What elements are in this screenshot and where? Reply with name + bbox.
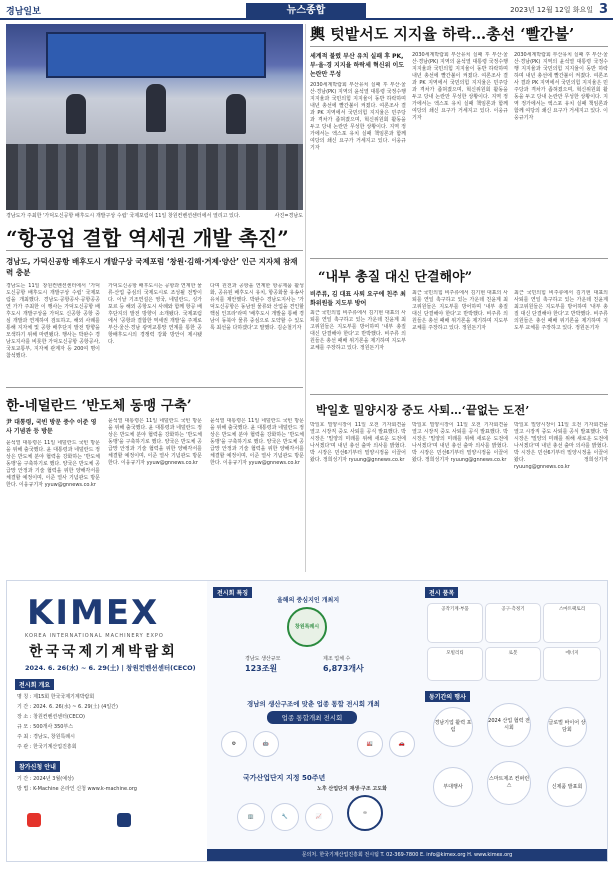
sector-item: [427, 603, 483, 643]
article4-column: 윤석열 대통령은 11일 네덜란드 국빈 방문을 위해 출국했다. 윤 대통령과 네덜란드 정상은 반도체 분야 협력을 강화하는 '반도체 동맹'을 구축하기로 했다. 양국은 반도체 공급망 안정과 기술 협력을 위한 양해각서를 체결할 예정이며, 이준 열사 기념관도 방문한다. 이웅규기자 yyuw@gnnews.co.kr: [108, 418, 202, 466]
growth-icon: 📈: [305, 803, 333, 831]
sector-label: 모빌리티: [446, 651, 464, 656]
article2-title: 輿 텃밭서도 지지율 하락…총선 ‘빨간불’: [310, 24, 608, 47]
article2-subtitle: 세계적 불렸 부산 유치 실패 후 PK, 부·울·경 지지율 하락세 혁신위 이도 논란만 무성: [310, 53, 405, 78]
event-label: 부대행사: [443, 783, 463, 790]
industrial-complex-icon: 🏢: [237, 803, 265, 831]
sector-label: 로봇: [508, 651, 518, 656]
event-label: 경남기업 활력 포럼: [434, 720, 472, 733]
divider: [310, 258, 608, 259]
article5-title: 박일호 밀양시장 중도 사퇴…‘끝없는 도전’: [316, 403, 530, 417]
highlight-top: 올해의 중심지인 개최지: [277, 597, 340, 604]
divider: [310, 394, 608, 395]
photo-caption: [6, 212, 303, 219]
article5-column: 박일호 밀양시장이 11일 오전 기자회견을 열고 시장직 중도 사퇴를 공식 발표했다. 박 시장은 '밀양의 미래를 위해 새로운 도전에 나서겠다'며 내년 총선 출마 의사를 밝혔다. 박 시장은 민선6기부터 밀양시정을 이끌어왔다. 정희성기자 ryuung@gnnews.co.kr: [412, 422, 508, 463]
article1-column: 경남도는 11일 창원컨벤션센터에서 '가덕도신공항 배후도시 개발구상 수립' 국제포럼을 개최했다. 경남도·공항공사·공항공공연 가가 주최한 이 행사는 가덕도신공항 배후도시 개발구상을 가덕도 신공항 공항 중심 개발과 연계하여 검토하고, 해외 사례를 통해 지자체 및 공항 배후단지 발전 방향을 모색하기 위해 마련됐다. 행사는 박완수 경남도지사를 비롯한 가덕도신공항 공항공사, 국토교통부, 지자체 관계자 등 200여 명이 참석했다.: [6, 283, 100, 359]
photo-credit: 사진=경남도: [274, 213, 303, 219]
overview-row: 주 최 : 경남도, 창원특례시: [17, 734, 75, 740]
event-item: [487, 703, 531, 747]
section-label: 뉴스종합: [246, 3, 366, 18]
event-label: 신제품 발표회: [551, 783, 583, 790]
kimex-dates: 2024. 6. 26(水) ~ 6. 29(土) | 창원컨벤션센터(CECO): [25, 664, 196, 672]
apply-title: 참가신청 안내: [15, 761, 60, 772]
article4-subtitle: 尹 대통령, 국빈 방문 중수 이준 영사 기념관 등 방문: [6, 419, 97, 435]
audience-rows: [6, 144, 303, 210]
event-label: 스마트제조 컨퍼런스: [488, 776, 530, 789]
column-divider: [305, 24, 306, 572]
city-name: 창원특례시: [294, 623, 320, 630]
sectors-title: 전시 품목: [425, 587, 458, 598]
overview-title: 전시회 개요: [15, 679, 54, 690]
robot-icon: 🤖: [253, 731, 279, 757]
sector-item: [485, 647, 541, 681]
event-label: 2024 산업 협력 전시회: [488, 718, 530, 731]
article2-column: 2030세계박람회 부산유치 실패 후 부산·울산·경남(PK) 지역의 윤석열 대통령 국정수행 지지율과 국민의힘 지지율이 동반 하락하며 내년 총선에 빨간불이 켜졌다. 여론조사 결과 PK 지역에서 국민의힘 지지율은 민주당과 격차가 좁혀졌으며, 혁신위원회 활동을 두고 당내 논란만 무성한 상황이다. 지역 정가에서는 엑스포 유치 실패 책임론과 함께 여당의 쇄신 요구가 거세지고 있다. 이웅규기자: [412, 52, 508, 121]
article1-column: 다며 원전과 공항을 연계한 항공제품 활성화, 공유된 배후도시 유치, 항공화물 유송사 유치를 제안했다. 박완수 경남도지사는 '가덕도신공항은 동남권 물류와 산업을 견인할 핵심 인프라'라며 '배후도시 개발을 통해 경남이 동북아 물류 중심으로 도약할 수 있도록 최선을 다하겠다'고 말했다. 김순철기자: [210, 283, 304, 331]
sector-item: [485, 603, 541, 643]
article2: [310, 24, 608, 47]
infinity-icon: ∞: [347, 795, 383, 831]
history-title: 국가산업단지 지정 50주년: [243, 774, 326, 782]
stat2-label: 제조 업체 수: [323, 656, 351, 662]
speaker-figure: [146, 84, 166, 132]
highlight-title: 전시회 특징: [213, 587, 252, 598]
overview-row: 기 간 : 2024. 6. 26(水) ~ 6. 29(土) (4일간): [17, 704, 118, 710]
stat1-value: 123조원: [245, 664, 278, 673]
industry-icon: 🔧: [271, 803, 299, 831]
history-subtitle: 노후 산업단지 재생·구조 고도화: [317, 786, 387, 792]
organizer-logo-icon: [27, 813, 41, 827]
kimex-english-name: KOREA INTERNATIONAL MACHINERY EXPO: [25, 633, 164, 639]
overview-row: 명 칭 : 제15회 한국국제기계박람회: [17, 694, 95, 700]
ad-footer: 문의처. 한국기계산업진흥회 전시팀 T. 02-369-7800 E. info@kimex.org H. www.kimex.org: [207, 849, 607, 861]
changwon-emblem-icon: [287, 607, 327, 647]
event-item: [487, 761, 531, 805]
attendee-figure: [66, 94, 86, 134]
apply-row: 기 간 : 2024년 3월(예상): [17, 776, 74, 782]
sector-item: [543, 603, 601, 643]
factory-icon: 🏭: [357, 731, 383, 757]
sector-item: [543, 647, 601, 681]
sector-label: 에너지: [565, 651, 579, 656]
apply-row: 방 법 : K-Machine 온라인 신청 www.k-machine.org: [17, 786, 137, 792]
article3-column: 최근 국민의힘 비주류에서 김기현 대표의 사퇴를 연일 촉구하고 있는 가운데 친윤계 최고위원들은 지도부를 방어하며 '내부 총질 대신 단결해야 한다'고 반박했다. 비주류 의원들은 총선 패배 위기론을 제기하며 지도부 교체를 주장하고 있다. 정원돈기자: [514, 290, 608, 331]
kimex-korean-name: 한국국제기계박람회: [29, 644, 178, 660]
article2-column: 2030세계박람회 부산유치 실패 후 부산·울산·경남(PK) 지역의 윤석열 대통령 국정수행 지지율과 국민의힘 지지율이 동반 하락하며 내년 총선에 빨간불이 켜졌다. 여론조사 결과 PK 지역에서 국민의힘 지지율은 민주당과 격차가 좁혀졌으며, 혁신위원회 활동을 두고 당내 논란만 무성한 상황이다. 지역 정가에서는 엑스포 유치 실패 책임론과 함께 여당의 쇄신 요구가 거세지고 있다. 이웅규기자: [310, 82, 406, 151]
event-item: [433, 707, 473, 747]
mid-headline: 경남의 생산구조에 맞춘 업종 통합 전시회 개최: [247, 700, 380, 708]
mid-headline-2: 업종 통합개최 전시회: [267, 711, 357, 724]
article4-column: 윤석열 대통령은 11일 네덜란드 국빈 방문을 위해 출국했다. 윤 대통령과 네덜란드 정상은 반도체 분야 협력을 강화하는 '반도체 동맹'을 구축하기로 했다. 양국은 반도체 공급망 안정과 기술 협력을 위한 양해각서를 체결할 예정이며, 이준 열사 기념관도 방문한다. 이웅규기자 yyuw@gnnews.co.kr: [6, 440, 100, 488]
article3-column: 최근 국민의힘 비주류에서 김기현 대표의 사퇴를 연일 촉구하고 있는 가운데 친윤계 최고위원들은 지도부를 방어하며 '내부 총질 대신 단결해야 한다'고 반박했다. 비주류 의원들은 총선 패배 위기론을 제기하며 지도부 교체를 주장하고 있다. 정원돈기자: [310, 310, 406, 351]
car-icon: 🚗: [389, 731, 415, 757]
ad-left-panel: [7, 581, 207, 861]
machine-icon: ⚙: [221, 731, 247, 757]
overview-row: 주 관 : 한국기계산업진흥회: [17, 744, 77, 750]
divider: [6, 387, 303, 388]
events-title: 동기간의 행사: [425, 691, 470, 702]
overview-row: 규 모 : 500개사 350부스: [17, 724, 74, 730]
sector-label: 공작기계·부품: [441, 607, 469, 612]
article4-title: 한-네덜란드 ‘반도체 동맹 구축’: [6, 398, 192, 414]
forum-photo: [6, 24, 303, 210]
caption-text: 경남도가 주최한 '가덕도신공항 배후도시 개발구상 수립' 국제포럼이 11일 창원컨벤션센터에서 열리고 있다.: [6, 213, 241, 219]
sector-item: [427, 647, 483, 681]
article2-column: 2030세계박람회 부산유치 실패 후 부산·울산·경남(PK) 지역의 윤석열 대통령 국정수행 지지율과 국민의힘 지지율이 동반 하락하며 내년 총선에 빨간불이 켜졌다. 여론조사 결과 PK 지역에서 국민의힘 지지율은 민주당과 격차가 좁혀졌으며, 혁신위원회 활동을 두고 당내 논란만 무성한 상황이다. 지역 정가에서는 엑스포 유치 실패 책임론과 함께 여당의 쇄신 요구가 거세지고 있다. 이웅규기자: [514, 52, 608, 121]
article4-column: 윤석열 대통령은 11일 네덜란드 국빈 방문을 위해 출국했다. 윤 대통령과 네덜란드 정상은 반도체 분야 협력을 강화하는 '반도체 동맹'을 구축하기로 했다. 양국은 반도체 공급망 안정과 기술 협력을 위한 양해각서를 체결할 예정이며, 이준 열사 기념관도 방문한다. 이웅규기자 yyuw@gnnews.co.kr: [210, 418, 304, 466]
overview-row: 장 소 : 창원컨벤션센터(CECO): [17, 714, 85, 720]
article1-title: “항공업 결합 역세권 개발 촉진”: [6, 226, 303, 251]
stat2-value: 6,873개사: [323, 664, 364, 673]
event-item: [433, 767, 473, 807]
issue-date: 2023년 12월 12일 화요일: [510, 6, 593, 14]
newspaper-name: 경남일보: [6, 7, 41, 17]
article3-title: “내부 총질 대신 단결해야”: [318, 270, 473, 285]
event-item: [547, 767, 587, 807]
stage-screen: [46, 32, 266, 78]
article5-column: 박일호 밀양시장이 11일 오전 기자회견을 열고 시장직 중도 사퇴를 공식 발표했다. 박 시장은 '밀양의 미래를 위해 새로운 도전에 나서겠다'며 내년 총선 출마 의사를 밝혔다. 박 시장은 민선6기부터 밀양시정을 이끌어왔다. 정희성기자 ryuung@gnnews.co.kr: [514, 422, 608, 470]
event-item: [547, 707, 587, 747]
article3-column: 최근 국민의힘 비주류에서 김기현 대표의 사퇴를 연일 촉구하고 있는 가운데 친윤계 최고위원들은 지도부를 방어하며 '내부 총질 대신 단결해야 한다'고 반박했다. 비주류 의원들은 총선 패배 위기론을 제기하며 지도부 교체를 주장하고 있다. 정원돈기자: [412, 290, 508, 331]
article1-subtitle: 경남도, 가덕신공항 배후도시 개발구상 국제포럼 ‘창원·김해·거제·양산’ 인근 지자체 참재력 충분: [6, 257, 298, 277]
sector-label: 공구·측정기: [501, 607, 525, 612]
page-header: [0, 0, 613, 20]
page-number: 3: [598, 2, 608, 17]
sector-label: 스마트팩토리: [558, 607, 586, 612]
kmachine-logo-icon: [117, 813, 131, 827]
kimex-logo: KIMEX: [27, 593, 160, 633]
stat1-label: 경남도 생산규모: [245, 656, 281, 662]
attendee-figure: [226, 94, 246, 134]
article1-column: 가덕도신공항 배후도시는 공항과 연계한 물류·산업 중심의 국제도시로 조성될 전망이다. 이날 기조연설은 영국, 네덜란드, 싱가포르 등 해외 공항도시 사례와 함께 항공 배후단지의 발전 방향이 소개됐다. 국제포럼에서 '공항과 결합한 역세권 개발'을 주제로 부산·울산·경남 광역교통망 연계를 통한 공항배후도시의 경쟁력 강화 방안이 제시됐다.: [108, 283, 202, 345]
article3-subtitle: 비주류, 김 대표 사퇴 요구에 친주 최화위원들 지도부 방어: [310, 291, 406, 307]
kimex-advertisement: [6, 580, 608, 862]
article5-column: 박일호 밀양시장이 11일 오전 기자회견을 열고 시장직 중도 사퇴를 공식 발표했다. 박 시장은 '밀양의 미래를 위해 새로운 도전에 나서겠다'며 내년 총선 출마 의사를 밝혔다. 박 시장은 민선6기부터 밀양시정을 이끌어왔다. 정희성기자 ryuung@gnnews.co.kr: [310, 422, 406, 463]
event-label: 글로벌 바이어 상담회: [548, 720, 586, 733]
